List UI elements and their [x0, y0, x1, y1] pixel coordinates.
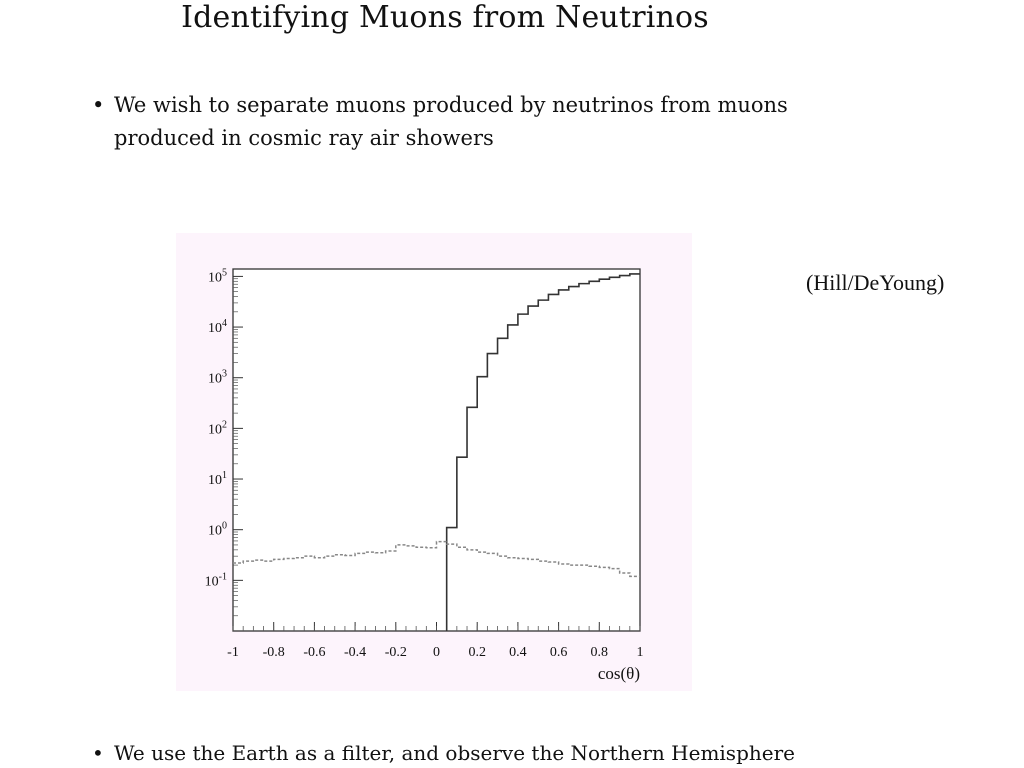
y-tick-label: $10^0$: [208, 520, 227, 539]
x-tick-label: 0: [433, 645, 440, 660]
y-tick-label: $10^5$: [208, 267, 227, 286]
x-axis-title: cos(θ): [597, 664, 640, 683]
figure-credit: (Hill/DeYoung): [806, 270, 945, 295]
bullet-item: [92, 737, 812, 768]
y-tick-label: $10^{-1}$: [204, 571, 227, 590]
y-tick-label: $10^2$: [208, 419, 227, 438]
bullet-dot: •: [92, 93, 105, 117]
y-tick-label: $10^3$: [208, 368, 227, 387]
plot-frame: [233, 269, 640, 631]
x-tick-label: -1: [227, 645, 239, 660]
x-tick-label: 0.2: [468, 645, 486, 660]
y-tick-label: $10^1$: [208, 470, 227, 489]
bullet-text: We use the Earth as a filter, and observe the Northern Hemisphere: [114, 741, 795, 765]
bullet-item: [92, 89, 812, 155]
x-tick-label: 0.4: [509, 645, 527, 660]
x-tick-label: 0.6: [549, 645, 568, 660]
x-tick-label: -0.6: [303, 645, 326, 660]
bullet-text: We wish to separate muons produced by neutrinos from muons produced in cosmic ray air showers: [114, 93, 788, 150]
x-tick-label: 0.8: [590, 645, 609, 660]
chart-svg: [176, 233, 692, 691]
chart-figure: [176, 233, 692, 691]
x-tick-label: -0.2: [384, 645, 407, 660]
bullet-dot: •: [92, 741, 104, 765]
x-tick-label: -0.8: [262, 645, 285, 660]
slide-title: Identifying Muons from Neutrinos: [181, 0, 709, 35]
x-tick-label: 1: [636, 645, 644, 660]
y-tick-label: $10^4$: [208, 318, 227, 337]
x-tick-label: -0.4: [344, 645, 367, 660]
